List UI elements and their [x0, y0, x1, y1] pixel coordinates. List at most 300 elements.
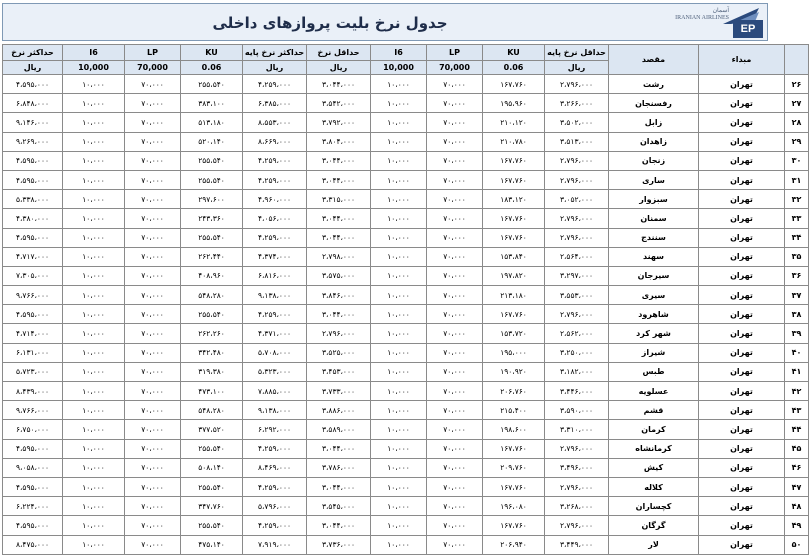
ku-cell: ۱۹۸،۶۰۰: [483, 420, 545, 439]
max-fare-cell: ۶،۸۴۸،۰۰۰: [3, 94, 63, 113]
max-base-fare-cell: ۴،۰۵۶،۰۰۰: [243, 209, 307, 228]
i6-cell: ۱۰،۰۰۰: [63, 343, 125, 362]
lp-cell: ۷۰،۰۰۰: [427, 75, 483, 94]
ku-cell: ۲۹۷،۶۰۰: [181, 190, 243, 209]
min-base-fare-cell: ۲،۷۹۶،۰۰۰: [545, 439, 609, 458]
min-fare-cell: ۳،۰۴۴،۰۰۰: [307, 439, 371, 458]
lp-cell: ۷۰،۰۰۰: [427, 266, 483, 285]
i6-cell: ۱۰،۰۰۰: [63, 75, 125, 94]
i6-cell: ۱۰،۰۰۰: [371, 94, 427, 113]
table-row: [3, 94, 809, 113]
max-fare-cell: ۶،۲۲۴،۰۰۰: [3, 497, 63, 516]
ku-cell: ۲۵۵،۵۴۰: [181, 477, 243, 496]
ku-cell: ۲۱۰،۷۸۰: [483, 132, 545, 151]
i6-cell: ۱۰،۰۰۰: [371, 170, 427, 189]
min-base-fare-cell: ۲،۷۹۶،۰۰۰: [545, 228, 609, 247]
ku-cell: ۳۷۷،۵۲۰: [181, 420, 243, 439]
table-body: [3, 75, 809, 555]
col-subheader: 10,000: [63, 61, 125, 75]
ku-cell: ۲۱۵،۴۰۰: [483, 401, 545, 420]
ku-cell: ۲۵۵،۵۴۰: [181, 305, 243, 324]
destination-cell: گرگان: [609, 516, 699, 535]
max-base-fare-cell: ۶،۸۱۶،۰۰۰: [243, 266, 307, 285]
ku-cell: ۴۷۵،۱۴۰: [181, 535, 243, 554]
lp-cell: ۷۰،۰۰۰: [125, 190, 181, 209]
lp-cell: ۷۰،۰۰۰: [125, 266, 181, 285]
i6-cell: ۱۰،۰۰۰: [63, 94, 125, 113]
ku-cell: ۱۶۷،۷۶۰: [483, 305, 545, 324]
table-row: [3, 286, 809, 305]
ku-cell: ۱۶۷،۷۶۰: [483, 170, 545, 189]
ku-cell: ۲۰۶،۹۴۰: [483, 535, 545, 554]
row-index-cell: ۴۰: [785, 343, 809, 362]
i6-cell: ۱۰،۰۰۰: [63, 420, 125, 439]
lp-cell: ۷۰،۰۰۰: [125, 382, 181, 401]
page-title: جدول نرخ بلیت پروازهای داخلی: [212, 14, 448, 32]
lp-cell: ۷۰،۰۰۰: [427, 343, 483, 362]
i6-cell: ۱۰،۰۰۰: [371, 458, 427, 477]
min-fare-cell: ۳،۷۳۳،۰۰۰: [307, 382, 371, 401]
ku-cell: ۵۰۸،۱۴۰: [181, 458, 243, 477]
origin-cell: تهران: [699, 458, 785, 477]
i6-cell: ۱۰،۰۰۰: [63, 324, 125, 343]
lp-cell: ۷۰،۰۰۰: [125, 286, 181, 305]
lp-cell: ۷۰،۰۰۰: [125, 458, 181, 477]
min-fare-cell: ۳،۰۴۴،۰۰۰: [307, 477, 371, 496]
table-row: [3, 535, 809, 554]
ku-cell: ۳۸۳،۱۰۰: [181, 94, 243, 113]
ku-cell: ۱۵۳،۷۲۰: [483, 324, 545, 343]
lp-cell: ۷۰،۰۰۰: [427, 247, 483, 266]
lp-cell: ۷۰،۰۰۰: [427, 209, 483, 228]
col-subheader: 10,000: [371, 61, 427, 75]
row-index-cell: ۳۹: [785, 324, 809, 343]
row-index-cell: ۴۶: [785, 458, 809, 477]
min-fare-cell: ۳،۳۱۵،۰۰۰: [307, 190, 371, 209]
max-base-fare-cell: ۴،۲۵۹،۰۰۰: [243, 75, 307, 94]
max-base-fare-cell: ۶،۳۸۵،۰۰۰: [243, 94, 307, 113]
col-header-index: [785, 45, 809, 75]
ku-cell: ۱۹۷،۸۲۰: [483, 266, 545, 285]
max-base-fare-cell: ۷،۹۱۹،۰۰۰: [243, 535, 307, 554]
row-index-cell: ۳۷: [785, 286, 809, 305]
destination-cell: زابل: [609, 113, 699, 132]
min-base-fare-cell: ۳،۲۵۰،۰۰۰: [545, 343, 609, 362]
i6-cell: ۱۰،۰۰۰: [371, 516, 427, 535]
lp-cell: ۷۰،۰۰۰: [427, 324, 483, 343]
max-fare-cell: ۵،۷۲۳،۰۰۰: [3, 362, 63, 381]
origin-cell: تهران: [699, 75, 785, 94]
min-fare-cell: ۳،۰۴۴،۰۰۰: [307, 305, 371, 324]
min-base-fare-cell: ۳،۴۹۶،۰۰۰: [545, 458, 609, 477]
row-index-cell: ۳۱: [785, 170, 809, 189]
lp-cell: ۷۰،۰۰۰: [427, 113, 483, 132]
min-fare-cell: ۳،۷۸۶،۰۰۰: [307, 458, 371, 477]
max-base-fare-cell: ۴،۳۷۱،۰۰۰: [243, 324, 307, 343]
lp-cell: ۷۰،۰۰۰: [427, 516, 483, 535]
table-row: [3, 439, 809, 458]
origin-cell: تهران: [699, 420, 785, 439]
col-subheader: ریال: [243, 61, 307, 75]
lp-cell: ۷۰،۰۰۰: [427, 305, 483, 324]
ku-cell: ۴۰۸،۹۶۰: [181, 266, 243, 285]
destination-cell: رشت: [609, 75, 699, 94]
i6-cell: ۱۰،۰۰۰: [371, 305, 427, 324]
table-row: [3, 401, 809, 420]
ku-cell: ۳۴۷،۷۶۰: [181, 497, 243, 516]
i6-cell: ۱۰،۰۰۰: [371, 228, 427, 247]
table-row: [3, 324, 809, 343]
max-base-fare-cell: ۴،۲۵۹،۰۰۰: [243, 516, 307, 535]
i6-cell: ۱۰،۰۰۰: [63, 228, 125, 247]
destination-cell: کرمانشاه: [609, 439, 699, 458]
ku-cell: ۱۶۷،۷۶۰: [483, 151, 545, 170]
col-header: LP: [427, 45, 483, 61]
lp-cell: ۷۰،۰۰۰: [427, 535, 483, 554]
row-index-cell: ۲۹: [785, 132, 809, 151]
i6-cell: ۱۰،۰۰۰: [63, 439, 125, 458]
i6-cell: ۱۰،۰۰۰: [371, 362, 427, 381]
destination-cell: سبزوار: [609, 190, 699, 209]
col-header: حداقل نرخ پایه: [545, 45, 609, 61]
table-row: [3, 170, 809, 189]
ku-cell: ۱۹۵،۹۶۰: [483, 94, 545, 113]
i6-cell: ۱۰،۰۰۰: [371, 535, 427, 554]
ku-cell: ۲۴۳،۳۶۰: [181, 209, 243, 228]
col-subheader: ریال: [307, 61, 371, 75]
max-base-fare-cell: ۹،۱۳۸،۰۰۰: [243, 401, 307, 420]
lp-cell: ۷۰،۰۰۰: [427, 439, 483, 458]
max-base-fare-cell: ۷،۸۸۵،۰۰۰: [243, 382, 307, 401]
row-index-cell: ۳۰: [785, 151, 809, 170]
logo-text: [669, 8, 729, 38]
lp-cell: ۷۰،۰۰۰: [125, 170, 181, 189]
lp-cell: ۷۰،۰۰۰: [125, 477, 181, 496]
col-subheader: 70,000: [125, 61, 181, 75]
row-index-cell: ۴۳: [785, 401, 809, 420]
origin-cell: تهران: [699, 516, 785, 535]
ku-cell: ۱۶۷،۷۶۰: [483, 439, 545, 458]
ku-cell: ۵۴۸،۲۸۰: [181, 286, 243, 305]
ku-cell: ۱۶۷،۷۶۰: [483, 477, 545, 496]
min-fare-cell: ۳،۰۴۴،۰۰۰: [307, 516, 371, 535]
max-fare-cell: ۴،۵۹۵،۰۰۰: [3, 75, 63, 94]
max-base-fare-cell: ۴،۲۵۹،۰۰۰: [243, 170, 307, 189]
destination-cell: کرمان: [609, 420, 699, 439]
i6-cell: ۱۰،۰۰۰: [371, 477, 427, 496]
i6-cell: ۱۰،۰۰۰: [63, 209, 125, 228]
max-base-fare-cell: ۵،۳۲۳،۰۰۰: [243, 362, 307, 381]
row-index-cell: ۳۴: [785, 228, 809, 247]
lp-cell: ۷۰،۰۰۰: [427, 151, 483, 170]
min-fare-cell: ۳،۴۵۳،۰۰۰: [307, 362, 371, 381]
min-fare-cell: ۳،۵۲۵،۰۰۰: [307, 343, 371, 362]
origin-cell: تهران: [699, 113, 785, 132]
table-row: [3, 132, 809, 151]
table-row: [3, 362, 809, 381]
i6-cell: ۱۰،۰۰۰: [371, 286, 427, 305]
table-row: [3, 209, 809, 228]
destination-cell: زاهدان: [609, 132, 699, 151]
max-fare-cell: ۹،۲۶۹،۰۰۰: [3, 132, 63, 151]
lp-cell: ۷۰،۰۰۰: [427, 228, 483, 247]
max-fare-cell: ۴،۷۱۴،۰۰۰: [3, 324, 63, 343]
table-row: [3, 190, 809, 209]
destination-cell: کیش: [609, 458, 699, 477]
i6-cell: ۱۰،۰۰۰: [371, 497, 427, 516]
ku-cell: ۱۶۷،۷۶۰: [483, 228, 545, 247]
min-fare-cell: ۳،۸۴۶،۰۰۰: [307, 286, 371, 305]
min-fare-cell: ۳،۵۴۵،۰۰۰: [307, 497, 371, 516]
origin-cell: تهران: [699, 94, 785, 113]
lp-cell: ۷۰،۰۰۰: [125, 324, 181, 343]
min-base-fare-cell: ۲،۵۶۲،۰۰۰: [545, 324, 609, 343]
max-base-fare-cell: ۵،۷۰۸،۰۰۰: [243, 343, 307, 362]
ku-cell: ۲۶۲،۲۶۰: [181, 324, 243, 343]
row-index-cell: ۳۸: [785, 305, 809, 324]
min-base-fare-cell: ۲،۷۹۶،۰۰۰: [545, 477, 609, 496]
i6-cell: ۱۰،۰۰۰: [63, 497, 125, 516]
lp-cell: ۷۰،۰۰۰: [125, 343, 181, 362]
max-fare-cell: ۴،۵۹۵،۰۰۰: [3, 439, 63, 458]
col-header: I6: [63, 45, 125, 61]
lp-cell: ۷۰،۰۰۰: [125, 497, 181, 516]
row-index-cell: ۲۸: [785, 113, 809, 132]
max-base-fare-cell: ۸،۵۵۳،۰۰۰: [243, 113, 307, 132]
min-fare-cell: ۲،۷۹۶،۰۰۰: [307, 324, 371, 343]
min-base-fare-cell: ۲،۵۶۴،۰۰۰: [545, 247, 609, 266]
max-fare-cell: ۹،۷۶۶،۰۰۰: [3, 286, 63, 305]
min-base-fare-cell: ۳،۴۴۹،۰۰۰: [545, 535, 609, 554]
col-subheader: 0.06: [181, 61, 243, 75]
fare-table: [2, 44, 809, 555]
ku-cell: ۲۵۵،۵۴۰: [181, 151, 243, 170]
i6-cell: ۱۰،۰۰۰: [63, 247, 125, 266]
max-fare-cell: ۴،۳۸۰،۰۰۰: [3, 209, 63, 228]
max-fare-cell: ۴،۵۹۵،۰۰۰: [3, 228, 63, 247]
lp-cell: ۷۰،۰۰۰: [427, 458, 483, 477]
destination-cell: کلاله: [609, 477, 699, 496]
lp-cell: ۷۰،۰۰۰: [125, 516, 181, 535]
row-index-cell: ۴۷: [785, 477, 809, 496]
min-fare-cell: ۳،۰۴۴،۰۰۰: [307, 170, 371, 189]
table-row: [3, 266, 809, 285]
lp-cell: ۷۰،۰۰۰: [125, 209, 181, 228]
lp-cell: ۷۰،۰۰۰: [125, 420, 181, 439]
row-index-cell: ۲۶: [785, 75, 809, 94]
max-base-fare-cell: ۴،۲۵۹،۰۰۰: [243, 477, 307, 496]
ku-cell: ۲۶۲،۴۴۰: [181, 247, 243, 266]
i6-cell: ۱۰،۰۰۰: [63, 286, 125, 305]
origin-cell: تهران: [699, 151, 785, 170]
row-index-cell: ۴۹: [785, 516, 809, 535]
min-base-fare-cell: ۳،۵۵۳،۰۰۰: [545, 286, 609, 305]
destination-cell: سمنان: [609, 209, 699, 228]
title-bar: [2, 3, 768, 41]
row-index-cell: ۵۰: [785, 535, 809, 554]
lp-cell: ۷۰،۰۰۰: [125, 94, 181, 113]
i6-cell: ۱۰،۰۰۰: [371, 382, 427, 401]
table-row: [3, 75, 809, 94]
col-header: حداکثر نرخ پایه: [243, 45, 307, 61]
min-fare-cell: ۲،۷۹۸،۰۰۰: [307, 247, 371, 266]
min-base-fare-cell: ۲،۷۹۶،۰۰۰: [545, 516, 609, 535]
table-row: [3, 305, 809, 324]
lp-cell: ۷۰،۰۰۰: [427, 190, 483, 209]
origin-cell: تهران: [699, 439, 785, 458]
ku-cell: ۵۴۸،۲۸۰: [181, 401, 243, 420]
i6-cell: ۱۰،۰۰۰: [371, 113, 427, 132]
min-fare-cell: ۳،۰۴۴،۰۰۰: [307, 151, 371, 170]
min-fare-cell: ۳،۰۴۴،۰۰۰: [307, 75, 371, 94]
min-base-fare-cell: ۳،۲۹۷،۰۰۰: [545, 266, 609, 285]
ku-cell: ۲۰۶،۷۶۰: [483, 382, 545, 401]
lp-cell: ۷۰،۰۰۰: [125, 151, 181, 170]
table-row: [3, 477, 809, 496]
destination-cell: سنندج: [609, 228, 699, 247]
i6-cell: ۱۰،۰۰۰: [63, 266, 125, 285]
max-fare-cell: ۸،۴۷۵،۰۰۰: [3, 535, 63, 554]
min-base-fare-cell: ۲،۷۹۶،۰۰۰: [545, 305, 609, 324]
lp-cell: ۷۰،۰۰۰: [427, 382, 483, 401]
ku-cell: ۱۶۷،۷۶۰: [483, 209, 545, 228]
i6-cell: ۱۰،۰۰۰: [63, 477, 125, 496]
destination-cell: زنجان: [609, 151, 699, 170]
row-index-cell: ۳۲: [785, 190, 809, 209]
col-subheader: 70,000: [427, 61, 483, 75]
max-base-fare-cell: ۸،۴۶۹،۰۰۰: [243, 458, 307, 477]
min-base-fare-cell: ۲،۷۹۶،۰۰۰: [545, 75, 609, 94]
destination-cell: کچساران: [609, 497, 699, 516]
ku-cell: ۵۲۰،۱۴۰: [181, 132, 243, 151]
ku-cell: ۲۵۵،۵۴۰: [181, 439, 243, 458]
min-fare-cell: ۳،۸۰۴،۰۰۰: [307, 132, 371, 151]
col-header: حداکثر نرخ: [3, 45, 63, 61]
logo-code: EP: [733, 20, 763, 38]
max-fare-cell: ۹،۷۶۶،۰۰۰: [3, 401, 63, 420]
ku-cell: ۴۷۳،۱۰۰: [181, 382, 243, 401]
i6-cell: ۱۰،۰۰۰: [371, 190, 427, 209]
origin-cell: تهران: [699, 286, 785, 305]
lp-cell: ۷۰،۰۰۰: [125, 132, 181, 151]
col-header: KU: [483, 45, 545, 61]
table-row: [3, 516, 809, 535]
ku-cell: ۱۹۰،۹۲۰: [483, 362, 545, 381]
min-fare-cell: ۳،۰۴۴،۰۰۰: [307, 228, 371, 247]
origin-cell: تهران: [699, 497, 785, 516]
i6-cell: ۱۰،۰۰۰: [371, 420, 427, 439]
max-base-fare-cell: ۴،۲۵۹،۰۰۰: [243, 305, 307, 324]
min-base-fare-cell: ۳،۰۵۲،۰۰۰: [545, 190, 609, 209]
i6-cell: ۱۰،۰۰۰: [63, 113, 125, 132]
min-fare-cell: ۳،۸۸۶،۰۰۰: [307, 401, 371, 420]
ku-cell: ۲۵۵،۵۴۰: [181, 516, 243, 535]
min-fare-cell: ۳،۵۸۹،۰۰۰: [307, 420, 371, 439]
ku-cell: ۱۵۳،۸۴۰: [483, 247, 545, 266]
row-index-cell: ۴۸: [785, 497, 809, 516]
table-row: [3, 382, 809, 401]
min-fare-cell: ۳،۷۳۶،۰۰۰: [307, 535, 371, 554]
lp-cell: ۷۰،۰۰۰: [125, 113, 181, 132]
origin-cell: تهران: [699, 324, 785, 343]
i6-cell: ۱۰،۰۰۰: [63, 382, 125, 401]
origin-cell: تهران: [699, 190, 785, 209]
table-row: [3, 151, 809, 170]
i6-cell: ۱۰،۰۰۰: [63, 516, 125, 535]
table-row: [3, 420, 809, 439]
ku-cell: ۳۱۹،۳۸۰: [181, 362, 243, 381]
destination-cell: سیری: [609, 286, 699, 305]
i6-cell: ۱۰،۰۰۰: [371, 266, 427, 285]
lp-cell: ۷۰،۰۰۰: [125, 535, 181, 554]
i6-cell: ۱۰،۰۰۰: [371, 324, 427, 343]
col-header-origin: مبداء: [699, 45, 785, 75]
ku-cell: ۱۸۳،۱۲۰: [483, 190, 545, 209]
i6-cell: ۱۰،۰۰۰: [63, 305, 125, 324]
col-header: LP: [125, 45, 181, 61]
i6-cell: ۱۰،۰۰۰: [371, 209, 427, 228]
origin-cell: تهران: [699, 382, 785, 401]
destination-cell: سیرجان: [609, 266, 699, 285]
lp-cell: ۷۰،۰۰۰: [427, 401, 483, 420]
min-base-fare-cell: ۳،۲۶۶،۰۰۰: [545, 94, 609, 113]
lp-cell: ۷۰،۰۰۰: [125, 362, 181, 381]
min-base-fare-cell: ۳،۵۹۰،۰۰۰: [545, 401, 609, 420]
table-row: [3, 458, 809, 477]
origin-cell: تهران: [699, 228, 785, 247]
col-subheader: ریال: [3, 61, 63, 75]
col-header: حداقل نرخ: [307, 45, 371, 61]
destination-cell: رفسنجان: [609, 94, 699, 113]
table-row: [3, 247, 809, 266]
i6-cell: ۱۰،۰۰۰: [63, 190, 125, 209]
lp-cell: ۷۰،۰۰۰: [125, 305, 181, 324]
max-fare-cell: ۸،۴۳۹،۰۰۰: [3, 382, 63, 401]
lp-cell: ۷۰،۰۰۰: [125, 228, 181, 247]
i6-cell: ۱۰،۰۰۰: [63, 151, 125, 170]
i6-cell: ۱۰،۰۰۰: [63, 535, 125, 554]
lp-cell: ۷۰،۰۰۰: [427, 362, 483, 381]
ku-cell: ۱۹۶،۰۸۰: [483, 497, 545, 516]
max-fare-cell: ۴،۷۱۷،۰۰۰: [3, 247, 63, 266]
origin-cell: تهران: [699, 170, 785, 189]
max-base-fare-cell: ۸،۶۶۹،۰۰۰: [243, 132, 307, 151]
min-fare-cell: ۳،۷۹۲،۰۰۰: [307, 113, 371, 132]
table-row: [3, 497, 809, 516]
origin-cell: تهران: [699, 362, 785, 381]
destination-cell: شهر کرد: [609, 324, 699, 343]
lp-cell: ۷۰،۰۰۰: [427, 497, 483, 516]
i6-cell: ۱۰،۰۰۰: [63, 132, 125, 151]
i6-cell: ۱۰،۰۰۰: [371, 247, 427, 266]
row-index-cell: ۲۷: [785, 94, 809, 113]
ku-cell: ۲۱۳،۱۸۰: [483, 286, 545, 305]
lp-cell: ۷۰،۰۰۰: [427, 94, 483, 113]
table-row: [3, 343, 809, 362]
lp-cell: ۷۰،۰۰۰: [125, 439, 181, 458]
col-subheader: 0.06: [483, 61, 545, 75]
table-row: [3, 113, 809, 132]
max-fare-cell: ۴،۵۹۵،۰۰۰: [3, 151, 63, 170]
lp-cell: ۷۰،۰۰۰: [427, 420, 483, 439]
min-base-fare-cell: ۳،۱۸۲،۰۰۰: [545, 362, 609, 381]
max-fare-cell: ۶،۱۳۱،۰۰۰: [3, 343, 63, 362]
ku-cell: ۱۶۷،۷۶۰: [483, 516, 545, 535]
destination-cell: شاهرود: [609, 305, 699, 324]
lp-cell: ۷۰،۰۰۰: [427, 170, 483, 189]
origin-cell: تهران: [699, 401, 785, 420]
max-fare-cell: ۹،۱۴۶،۰۰۰: [3, 113, 63, 132]
